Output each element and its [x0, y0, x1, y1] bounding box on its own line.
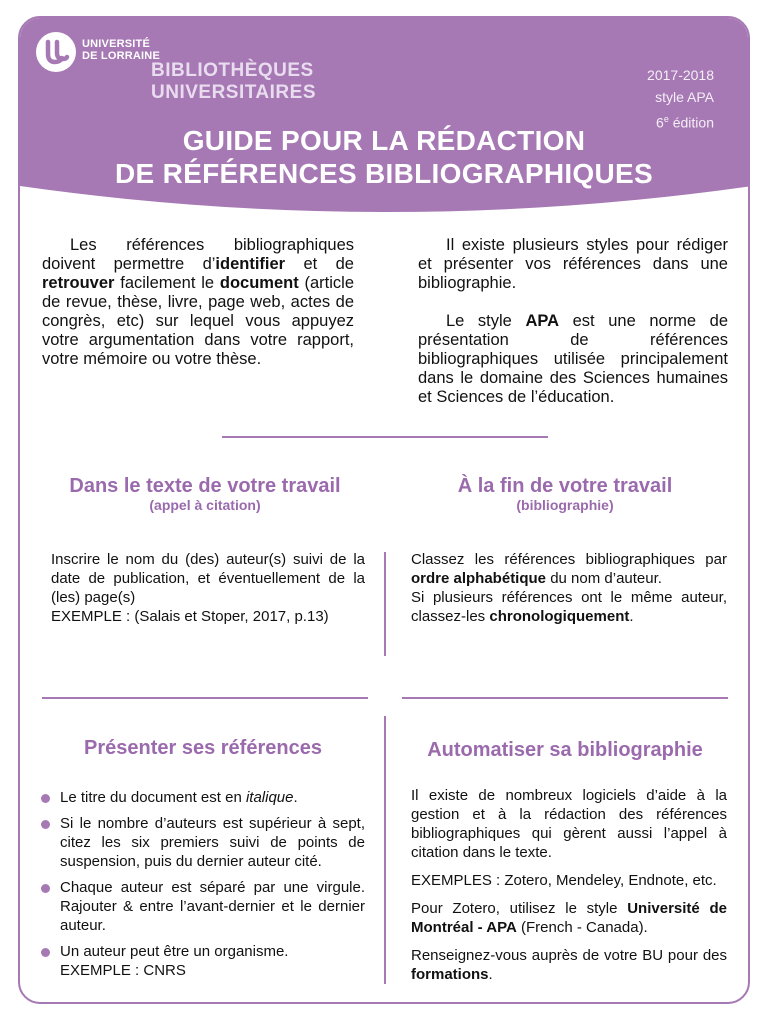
- section-title-end: À la fin de votre travail: [457, 475, 673, 497]
- bullet-icon: [41, 884, 50, 893]
- horizontal-divider-right: [402, 697, 728, 699]
- in-text-body: [51, 550, 365, 626]
- list-item: Un auteur peut être un organisme. EXEMPLE : CNRS: [40, 942, 365, 980]
- horizontal-divider-left: [42, 697, 368, 699]
- guide-style: style APA: [655, 89, 714, 105]
- vertical-divider-bottom: [384, 716, 386, 984]
- library-name-line1: BIBLIOTHÈQUES: [151, 60, 314, 81]
- guide-edition: 6e édition: [656, 114, 714, 131]
- automate-body: [411, 786, 727, 984]
- automate-paragraph-1: Il existe de nombreux logiciels d’aide à la gestion et à la rédaction des références bibliographiques qui gèrent aussi l’appel à citation dans le texte.: [411, 787, 727, 861]
- header-banner: [20, 18, 748, 218]
- page-title: [20, 124, 748, 190]
- page-title-line1: GUIDE POUR LA RÉDACTION: [182, 125, 586, 156]
- page-title-line2: DE RÉFÉRENCES BIBLIOGRAPHIQUES: [115, 158, 653, 189]
- section-subtitle-end: (bibliographie): [516, 497, 614, 513]
- library-name: [151, 60, 316, 104]
- logo-text-line2: DE LORRAINE: [82, 50, 160, 62]
- intro-right: [418, 236, 728, 426]
- guide-year: 2017-2018: [647, 67, 714, 83]
- in-text-example: EXEMPLE : (Salais et Stoper, 2017, p.13): [51, 608, 329, 625]
- intro-left-paragraph: Les références bibliographiques doivent permettre d’identifier et de retrouver facilement le document (article de revue, thèse, livre, page web, actes de congrès, etc) sur lequel vous appuyez votre argumentation dans votre rapport, votre mémoire ou votre thèse.: [42, 236, 354, 368]
- logo-text-line1: UNIVERSITÉ: [82, 38, 151, 50]
- end-body: [411, 550, 727, 626]
- section-title-present: Présenter ses références: [84, 737, 322, 759]
- automate-zotero: Pour Zotero, utilisez le style Université de Montréal - APA (French - Canada).: [411, 900, 727, 936]
- vertical-divider-top: [384, 552, 386, 656]
- bullet-icon: [41, 820, 50, 829]
- present-list: [40, 788, 365, 987]
- section-title-automate: Automatiser sa bibliographie: [427, 739, 703, 761]
- bullet-icon: [41, 948, 50, 957]
- in-text-instruction: Inscrire le nom du (des) auteur(s) suivi de la date de publication, et éventuellement de la (les) page(s): [51, 551, 365, 606]
- intro-divider: [222, 436, 548, 438]
- intro-right-paragraph-1: Il existe plusieurs styles pour rédiger et présenter vos références dans une bibliographie.: [418, 236, 728, 292]
- library-name-line2: UNIVERSITAIRES: [151, 82, 317, 103]
- list-item: Si le nombre d’auteurs est supérieur à sept, citez les six premiers suivi de points de suspension, puis du dernier auteur cité.: [40, 814, 365, 871]
- section-subtitle-in-text: (appel à citation): [149, 497, 261, 513]
- guide-card: [18, 16, 750, 1004]
- section-title-in-text: Dans le texte de votre travail: [69, 475, 341, 497]
- list-item: Chaque auteur est séparé par une virgule. Rajouter & entre l’avant-dernier et le dernier auteur.: [40, 878, 365, 935]
- bullet-icon: [41, 794, 50, 803]
- university-logo-text: [82, 38, 160, 62]
- end-instruction-1: Classez les références bibliographiques par ordre alphabétique du nom d’auteur.: [411, 551, 727, 587]
- automate-training: Renseignez-vous auprès de votre BU pour des formations.: [411, 947, 727, 983]
- university-logo-icon: [36, 32, 76, 72]
- intro-right-paragraph-2: Le style APA est une norme de présentation de références bibliographiques utilisée principalement dans le domaine des Sciences humaines et Sciences de l’éducation.: [418, 312, 729, 406]
- automate-examples: EXEMPLES : Zotero, Mendeley, Endnote, etc.: [411, 872, 717, 889]
- end-instruction-2: Si plusieurs références ont le même auteur, classez-les chronologiquement.: [411, 589, 727, 625]
- list-item: Le titre du document est en italique.: [40, 788, 365, 807]
- intro-left: [42, 236, 354, 388]
